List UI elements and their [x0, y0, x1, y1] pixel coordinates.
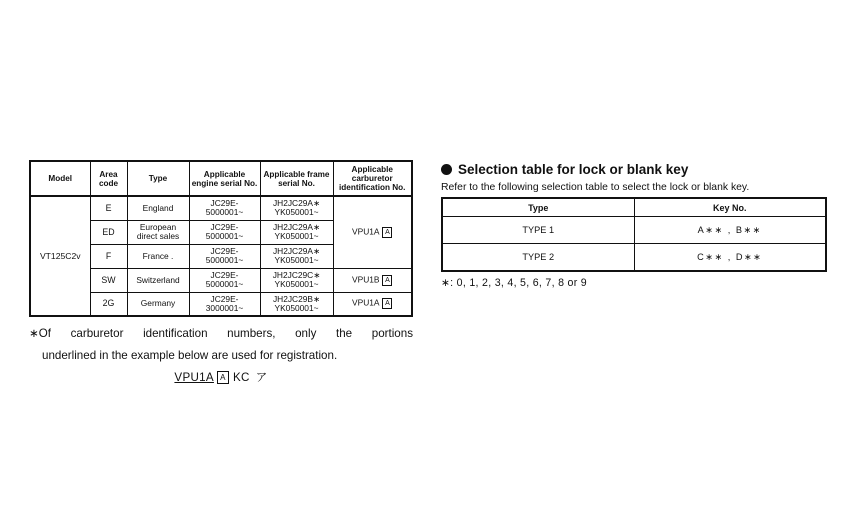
key-number: A∗∗ , B∗∗ [634, 217, 826, 244]
area-code: 2G [90, 292, 127, 316]
boxed-letter: A [382, 275, 392, 286]
boxed-letter: A [382, 298, 392, 309]
carburetor-note [29, 323, 413, 367]
model-name: VT125C2v [30, 196, 90, 316]
carburetor-id: VPU1B A [333, 268, 412, 292]
header-carburetor-id: Applicable carburetor identification No. [333, 161, 412, 196]
key-footnote: ∗: 0, 1, 2, 3, 4, 5, 6, 7, 8 or 9 [441, 277, 587, 289]
header-type: Type [442, 198, 634, 217]
carburetor-id: VPU1A A [333, 292, 412, 316]
area-code: F [90, 244, 127, 268]
area-type: Germany [127, 292, 189, 316]
note-line-1: ∗Of carburetor identification numbers, only the portions [29, 327, 413, 340]
boxed-letter: A [217, 371, 229, 384]
table-row [30, 196, 412, 220]
header-model: Model [30, 161, 90, 196]
frame-serial: JH2JC29B∗ YK050001~ [260, 292, 333, 316]
selection-section [441, 160, 826, 289]
header-frame-serial: Applicable frame serial No. [260, 161, 333, 196]
header-engine-serial: Applicable engine serial No. [189, 161, 260, 196]
header-type: Type [127, 161, 189, 196]
table-row [442, 244, 826, 272]
frame-serial: JH2JC29A∗ YK050001~ [260, 196, 333, 220]
table-row [442, 217, 826, 244]
header-key-no: Key No. [634, 198, 826, 217]
example-underlined: VPU1A [174, 371, 214, 384]
area-type: Switzerland [127, 268, 189, 292]
registration-example [29, 369, 413, 385]
frame-serial: JH2JC29A∗ YK050001~ [260, 244, 333, 268]
engine-serial: JC29E- 5000001~ [189, 220, 260, 244]
example-kana: ア [255, 371, 268, 384]
area-code: E [90, 196, 127, 220]
key-number: C∗∗ , D∗∗ [634, 244, 826, 272]
frame-serial: JH2JC29A∗ YK050001~ [260, 220, 333, 244]
example-suffix: KC [232, 371, 250, 384]
engine-serial: JC29E- 3000001~ [189, 292, 260, 316]
frame-serial: JH2JC29C∗ YK050001~ [260, 268, 333, 292]
key-type: TYPE 1 [442, 217, 634, 244]
model-section [29, 160, 413, 384]
key-type: TYPE 2 [442, 244, 634, 272]
selection-title: Selection table for lock or blank key [441, 162, 826, 177]
note-line-2: underlined in the example below are used for registration. [42, 349, 338, 362]
area-type: France . [127, 244, 189, 268]
bullet-icon [441, 164, 452, 175]
carburetor-id: VPU1A A [333, 196, 412, 268]
table-header-row [30, 161, 412, 196]
header-area-code: Area code [90, 161, 127, 196]
engine-serial: JC29E- 5000001~ [189, 196, 260, 220]
area-code: SW [90, 268, 127, 292]
model-table [29, 160, 413, 317]
engine-serial: JC29E- 5000001~ [189, 268, 260, 292]
area-type: England [127, 196, 189, 220]
boxed-letter: A [382, 227, 392, 238]
area-code: ED [90, 220, 127, 244]
key-table [441, 197, 827, 272]
area-type: European direct sales [127, 220, 189, 244]
selection-intro: Refer to the following selection table to select the lock or blank key. [441, 182, 750, 193]
table-header-row [442, 198, 826, 217]
engine-serial: JC29E- 5000001~ [189, 244, 260, 268]
